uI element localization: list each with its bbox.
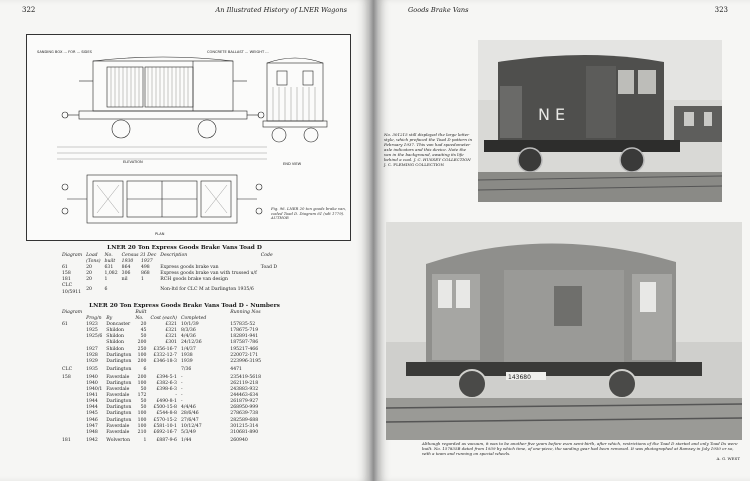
table-cell: 61 — [62, 265, 68, 271]
table-cell: 20 — [86, 265, 92, 271]
table-cell: 268950-999 — [230, 405, 259, 411]
table-cell: 4471 — [230, 366, 242, 372]
table1-header-cell: built — [104, 259, 116, 265]
running-head-right: Goods Brake Vans — [408, 6, 469, 14]
table-cell: £382-6-3 — [156, 380, 177, 386]
engineering-drawing — [26, 34, 351, 241]
table-cell: 223996-3195 — [230, 358, 262, 364]
running-head-left: An Illustrated History of LNER Wagons — [215, 6, 347, 14]
note-left: SANDING BOX ... FOR ... SIDES — [37, 50, 92, 54]
table-cell: - — [180, 399, 183, 405]
table-cell: 20 — [86, 286, 92, 292]
table-cell: 1942 — [86, 437, 98, 443]
table2 — [60, 310, 263, 446]
table-cell: 301215-314 — [230, 423, 259, 429]
table-cell: 310681-890 — [230, 429, 259, 435]
table2-header-cell: Diagram — [62, 310, 83, 315]
table2-header-cell: By — [106, 316, 113, 322]
book-gutter — [369, 0, 378, 481]
table-cell: 100 — [137, 352, 147, 358]
table-cell: 1928 — [86, 352, 98, 358]
table-cell: 27/6/47 — [180, 417, 199, 423]
table-cell: Shildon — [106, 328, 125, 334]
photo-bottom-credit: A. G. WEST — [716, 456, 740, 461]
table-cell: 864 — [121, 265, 131, 271]
left-page — [0, 0, 369, 481]
table-cell: 50 — [140, 405, 147, 411]
table-row — [60, 365, 263, 375]
table-cell: Shildon — [106, 340, 125, 346]
table-cell: 100 — [137, 380, 147, 386]
table-cell: Shildon — [106, 346, 125, 352]
table-cell: Shildon — [106, 334, 125, 340]
table-cell: 61 — [62, 322, 68, 328]
table1-header-cell: 1930 — [121, 259, 134, 265]
table-cell: £581-10-1 — [153, 423, 177, 429]
table1-header-cell: Census 31 Dec — [121, 253, 157, 258]
table-cell: 6 — [143, 366, 147, 372]
table-cell: Faverdale — [106, 423, 130, 429]
table-cell: Doncaster — [106, 322, 131, 328]
table-cell: 1/4/37 — [180, 346, 196, 352]
table-cell: 1945 — [86, 411, 98, 417]
van-number-plate: 143680 — [508, 374, 531, 381]
table-cell: 45 — [140, 328, 147, 334]
table2-header-cell: Prog/n — [86, 316, 102, 322]
table-cell: 4/4/46 — [180, 405, 196, 411]
label-elevation: ELEVATION — [123, 160, 143, 164]
table-cell: Faverdale — [106, 429, 130, 435]
table-cell: RCH goods brake van design — [160, 277, 228, 283]
table-cell — [139, 283, 158, 295]
table-cell: Darlington — [106, 411, 132, 417]
table1-title: LNER 20 Ton Express Goods Brake Vans Toad D — [107, 245, 262, 251]
table-cell: 20 — [140, 322, 147, 328]
van-lettering-top: N E — [538, 105, 566, 124]
table-cell: 306 — [121, 271, 131, 277]
table2-header-cell: No. — [135, 316, 144, 322]
photo-top-credit: J. C. FLEMING COLLECTION — [384, 162, 444, 167]
table2-title: LNER 20 Ton Express Goods Brake Vans Toad D - Numbers — [89, 303, 280, 309]
right-page — [378, 0, 750, 481]
table-cell: 1948 — [86, 429, 98, 435]
photo-bottom-brake-van — [386, 222, 742, 440]
table-cell: 10/1/39 — [180, 322, 199, 328]
table-row — [60, 347, 263, 353]
table-cell: 172 — [137, 393, 147, 399]
table-cell: Faverdale — [106, 387, 130, 393]
table-cell: 158 — [62, 271, 71, 277]
table1 — [60, 253, 279, 296]
table-cell: nil — [121, 277, 128, 283]
table-cell: 200 — [137, 340, 147, 346]
table-cell: 1944 — [86, 405, 98, 411]
table-cell: £321 — [165, 322, 177, 328]
label-end-view: END VIEW — [283, 162, 302, 166]
table-row — [60, 353, 263, 359]
table-cell: 178675-719 — [230, 328, 259, 334]
table-cell: Darlington — [106, 358, 132, 364]
table-cell: £570-15-2 — [153, 417, 177, 423]
table-cell: Toad D — [260, 265, 278, 271]
table-cell: 1939 — [180, 358, 193, 364]
table-cell: Faverdale — [106, 374, 130, 380]
table-cell: 157835-52 — [230, 322, 256, 328]
table-cell: 7/36 — [180, 366, 192, 372]
table-cell: Darlington — [106, 417, 132, 423]
table-cell: £887-9-6 — [156, 437, 177, 443]
table-cell: 1927 — [86, 346, 98, 352]
table1-header-cell: Diagram — [62, 253, 83, 258]
table-cell: 158 — [62, 374, 71, 380]
table-cell: 250 — [137, 346, 147, 352]
table-cell: 181 — [62, 437, 71, 443]
table-row — [60, 430, 263, 436]
photo-bottom-caption — [422, 441, 740, 461]
table-cell: 1935 — [86, 366, 98, 372]
table-cell: 1 — [104, 277, 108, 283]
table-cell: Darlington — [106, 405, 132, 411]
table-cell — [120, 283, 139, 295]
photo-top-caption — [384, 132, 474, 167]
table-cell: - — [180, 393, 183, 399]
table1-header-cell: Code — [260, 253, 273, 258]
table-cell: Darlington — [106, 366, 132, 372]
table-cell: 200 — [137, 374, 147, 380]
table-cell: 6 — [104, 286, 108, 292]
table-cell: 182891-941 — [230, 334, 259, 340]
table-cell: 261879-927 — [230, 399, 259, 405]
table-cell: 1923 — [86, 322, 98, 328]
table-row — [60, 283, 279, 295]
table-cell: 20 — [86, 277, 92, 283]
photo-bottom-caption-text: Although regarded as vacuum, it was to be another five years before even semi-birth, after which, restrictions of the Toad D started and only Toad Ds were built. No. 157835B dated from 1939 by which time, of one-piece, the sanding gear had been removed. It was photographed at Ramsey in July 1950 or so, with a team and running on special wheels. — [422, 441, 738, 456]
table-cell: £356-16-7 — [153, 346, 177, 352]
table-cell: £544-8-8 — [156, 411, 177, 417]
table-cell: 4/4/36 — [180, 334, 196, 340]
table-cell: Faverdale — [106, 393, 130, 399]
table-cell: 50 — [140, 334, 147, 340]
table-cell: - — [180, 374, 183, 380]
table-cell: 1925 — [86, 328, 98, 334]
table-cell: 262119-218 — [230, 380, 259, 386]
table-row — [60, 411, 263, 417]
table-cell: 24/12/36 — [180, 340, 202, 346]
table-cell: 1941 — [86, 393, 98, 399]
table-cell: 1,082 — [104, 271, 118, 277]
table-cell: 260940 — [230, 437, 248, 443]
table-cell: Wolverton — [106, 437, 131, 443]
page-number-left: 322 — [22, 6, 36, 14]
table-cell: CLC 10/5911 — [62, 283, 82, 295]
table-cell: 243883-932 — [230, 387, 259, 393]
table-cell: £490-8-1 — [156, 399, 177, 405]
table-cell: 50 — [140, 387, 147, 393]
table-cell: 1925/6 — [86, 334, 103, 340]
table-cell: £321 — [165, 328, 177, 334]
table-cell: 210 — [137, 429, 147, 435]
table-cell: 5/3/49 — [180, 429, 196, 435]
table2-header-cell: Completed — [180, 316, 207, 322]
table1-header-cell: No. — [104, 253, 113, 258]
table-cell: Darlington — [106, 352, 132, 358]
table-cell: £301 — [165, 340, 177, 346]
photo-top-caption-text: No. 301215 still displayed the large letter style, which prefaced the Toad D pattern in February 1937. This van had speedometer axle indicators and this device. Note the van in the background, awaiting its life behind a coal. J. C. HUSSEY COLLECTION — [384, 132, 473, 162]
table2-header-cell: Built — [135, 310, 147, 315]
table-cell: 181 — [62, 277, 71, 283]
table-cell: 8/3/36 — [180, 328, 196, 334]
table-cell — [148, 365, 179, 375]
table-cell: 100 — [137, 411, 147, 417]
table-cell: 1947 — [86, 423, 98, 429]
table-cell: 1944 — [86, 399, 98, 405]
table-cell: 278639-738 — [230, 411, 259, 417]
table-cell: 244463-634 — [230, 393, 259, 399]
table-cell: 1940 — [86, 380, 98, 386]
table-cell: Non-ltd for CLC M at Darlington 1935/6 — [160, 286, 254, 292]
table-cell: 195217-466 — [230, 346, 259, 352]
table-cell: 1938 — [180, 352, 193, 358]
table-cell: Express goods brake van — [160, 265, 219, 271]
table-cell: 220072-171 — [230, 352, 259, 358]
table2-header-cell: Running Nos — [230, 310, 261, 315]
table-cell: 187587-786 — [230, 340, 259, 346]
page-number-right: 323 — [714, 6, 728, 14]
photo-bottom-svg — [386, 222, 742, 440]
table-cell: 28/6/46 — [180, 411, 199, 417]
table2-header-cell: Cost (each) — [150, 316, 177, 322]
table-cell: 1940/1 — [86, 387, 103, 393]
table-cell: - — [175, 393, 177, 399]
table-cell: - — [180, 380, 183, 386]
table-cell: 100 — [137, 417, 147, 423]
table-cell: 235419-5618 — [230, 374, 262, 380]
table-row — [60, 418, 263, 424]
table-cell: 1 — [140, 277, 144, 283]
table-cell: - — [180, 387, 183, 393]
table-cell: 1929 — [86, 358, 98, 364]
table-cell: CLC — [62, 366, 73, 372]
drawing-caption: Fig. 96. LNER 20 ton goods brake van, coded Toad D. Diagram 61 (sdt 1779). AUTHOR — [271, 206, 347, 221]
photo-top-brake-van — [478, 40, 722, 202]
table-cell: 1940 — [86, 374, 98, 380]
label-plan: PLAN — [155, 232, 165, 236]
table-cell: 20 — [86, 271, 92, 277]
table1-header-cell: Load — [86, 253, 98, 258]
table-cell: 1/44 — [180, 437, 192, 443]
table1-header-cell: (Tons) — [86, 259, 101, 265]
table-row — [60, 424, 263, 430]
table-cell: 631 — [104, 265, 114, 271]
table-cell: 50 — [140, 399, 147, 405]
table-row — [60, 436, 263, 446]
table-cell: 282589-688 — [230, 417, 259, 423]
table-cell: 10/12/47 — [180, 423, 202, 429]
table-cell: 1 — [143, 437, 147, 443]
table-cell: 100 — [137, 423, 147, 429]
table1-header-cell: 1937 — [140, 259, 153, 265]
table-cell: Darlington — [106, 380, 132, 386]
table-cell: £500-15-8 — [153, 405, 177, 411]
table-row — [60, 359, 263, 365]
note-right: CONCRETE BALLAST ... WEIGHT ... — [207, 50, 269, 54]
table-cell: Darlington — [106, 399, 132, 405]
table-cell: 1946 — [86, 417, 98, 423]
table1-header-cell: Description — [160, 253, 188, 258]
table-cell: £398-6-3 — [156, 387, 177, 393]
photo-top-svg — [478, 40, 722, 202]
table-cell — [259, 283, 279, 295]
table-cell: 868 — [140, 271, 150, 277]
table-cell: £346-18-3 — [153, 358, 177, 364]
table-cell: 498 — [140, 265, 150, 271]
table-cell: £332-12-7 — [153, 352, 177, 358]
table-cell: £394-5-1 — [156, 374, 177, 380]
table-cell: Express goods brake van with trussed u/f — [160, 271, 257, 277]
table-cell: £321 — [165, 334, 177, 340]
table-cell: 200 — [137, 358, 147, 364]
table-cell: £692-16-7 — [153, 429, 177, 435]
